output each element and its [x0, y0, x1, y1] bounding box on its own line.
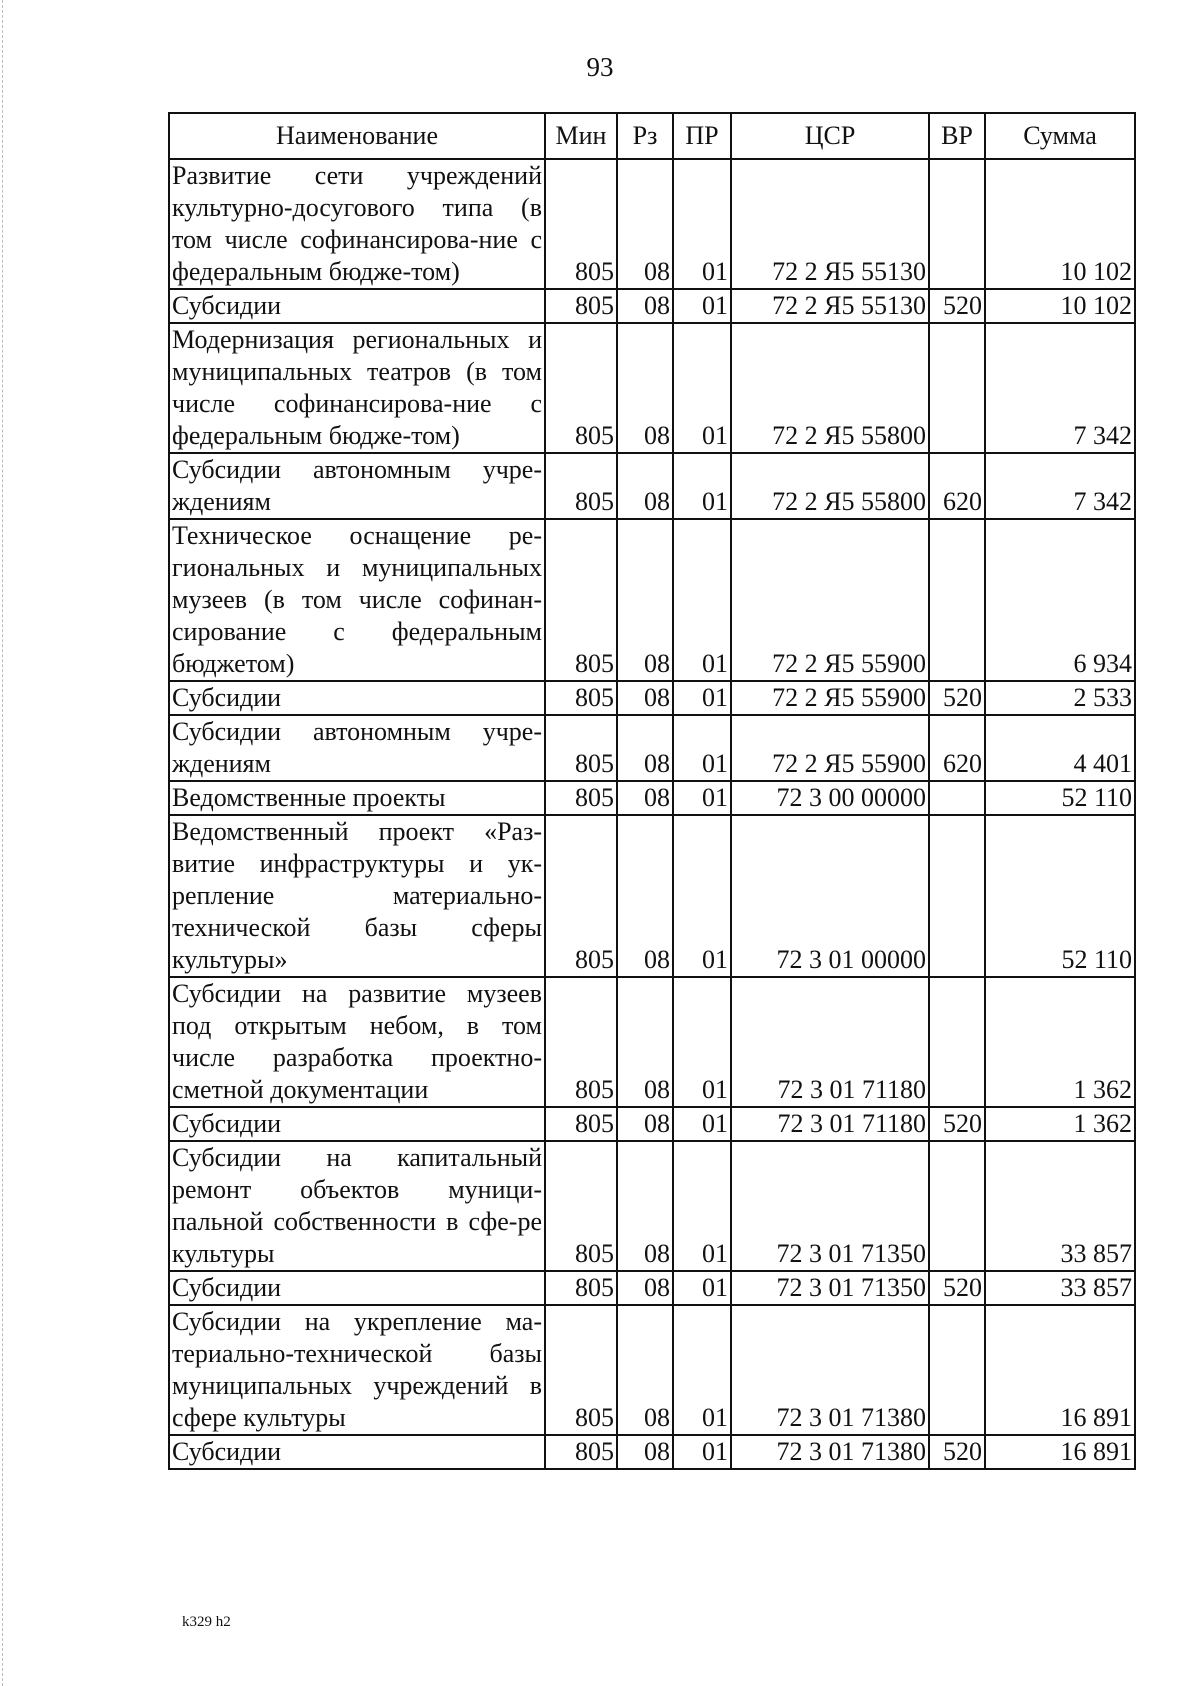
cell-pr: 01 — [673, 1305, 731, 1435]
header-sum: Сумма — [985, 113, 1135, 159]
cell-vr: 620 — [929, 715, 985, 781]
table-row — [169, 815, 1135, 977]
cell-sum: 52 110 — [985, 781, 1135, 815]
cell-rz: 08 — [617, 781, 673, 815]
cell-csr: 72 3 01 71180 — [731, 977, 929, 1107]
cell-csr: 72 2 Я5 55900 — [731, 519, 929, 681]
cell-rz: 08 — [617, 323, 673, 453]
budget-table — [168, 112, 1136, 1470]
cell-pr: 01 — [673, 781, 731, 815]
cell-vr: 520 — [929, 1435, 985, 1469]
cell-rz: 08 — [617, 1271, 673, 1305]
header-min: Мин — [545, 113, 617, 159]
cell-pr: 01 — [673, 159, 731, 289]
cell-sum: 16 891 — [985, 1435, 1135, 1469]
cell-sum: 1 362 — [985, 977, 1135, 1107]
table-row — [169, 159, 1135, 289]
footer-code: k329 h2 — [182, 1614, 231, 1630]
cell-rz: 08 — [617, 519, 673, 681]
cell-rz: 08 — [617, 159, 673, 289]
cell-min: 805 — [545, 715, 617, 781]
cell-name: Ведомственный проект «Раз-витие инфраструктуры и ук-репление материально-технической базы сферы культуры» — [169, 815, 545, 977]
cell-sum: 2 533 — [985, 681, 1135, 715]
table-row — [169, 681, 1135, 715]
cell-min: 805 — [545, 519, 617, 681]
cell-min: 805 — [545, 681, 617, 715]
cell-sum: 52 110 — [985, 815, 1135, 977]
cell-vr — [929, 519, 985, 681]
cell-pr: 01 — [673, 453, 731, 519]
cell-rz: 08 — [617, 681, 673, 715]
table-row — [169, 1107, 1135, 1141]
cell-name: Модернизация региональных и муниципальных театров (в том числе софинансирова-ние с федеральным бюдже-том) — [169, 323, 545, 453]
cell-vr — [929, 977, 985, 1107]
cell-pr: 01 — [673, 815, 731, 977]
cell-csr: 72 3 01 71350 — [731, 1271, 929, 1305]
cell-csr: 72 3 01 71180 — [731, 1107, 929, 1141]
table-row — [169, 323, 1135, 453]
cell-sum: 4 401 — [985, 715, 1135, 781]
header-vr: ВР — [929, 113, 985, 159]
cell-pr: 01 — [673, 1107, 731, 1141]
cell-name: Субсидии на укрепление ма-териально-технической базы муниципальных учреждений в сфере культуры — [169, 1305, 545, 1435]
cell-sum: 7 342 — [985, 323, 1135, 453]
header-csr: ЦСР — [731, 113, 929, 159]
cell-rz: 08 — [617, 815, 673, 977]
table-row — [169, 781, 1135, 815]
cell-pr: 01 — [673, 1271, 731, 1305]
table-row — [169, 1305, 1135, 1435]
cell-rz: 08 — [617, 977, 673, 1107]
cell-csr: 72 2 Я5 55900 — [731, 681, 929, 715]
table-row — [169, 1435, 1135, 1469]
cell-vr — [929, 815, 985, 977]
cell-sum: 6 934 — [985, 519, 1135, 681]
cell-sum: 1 362 — [985, 1107, 1135, 1141]
cell-pr: 01 — [673, 977, 731, 1107]
cell-name: Субсидии автономным учре-ждениям — [169, 715, 545, 781]
table-row — [169, 1271, 1135, 1305]
cell-vr: 520 — [929, 1107, 985, 1141]
cell-rz: 08 — [617, 1141, 673, 1271]
cell-rz: 08 — [617, 453, 673, 519]
cell-vr: 520 — [929, 681, 985, 715]
cell-csr: 72 2 Я5 55130 — [731, 289, 929, 323]
cell-csr: 72 3 01 71350 — [731, 1141, 929, 1271]
cell-name: Субсидии — [169, 289, 545, 323]
cell-vr: 520 — [929, 289, 985, 323]
cell-pr: 01 — [673, 681, 731, 715]
cell-name: Техническое оснащение ре-гиональных и муниципальных музеев (в том числе софинан-сирование с федеральным бюджетом) — [169, 519, 545, 681]
cell-pr: 01 — [673, 1141, 731, 1271]
cell-name: Развитие сети учреждений культурно-досугового типа (в том числе софинансирова-ние с федеральным бюдже-том) — [169, 159, 545, 289]
cell-csr: 72 3 01 71380 — [731, 1305, 929, 1435]
cell-name: Субсидии на развитие музеев под открытым небом, в том числе разработка проектно-сметной документации — [169, 977, 545, 1107]
cell-min: 805 — [545, 815, 617, 977]
cell-name: Субсидии — [169, 1271, 545, 1305]
cell-csr: 72 2 Я5 55900 — [731, 715, 929, 781]
cell-min: 805 — [545, 1305, 617, 1435]
page-left-edge-rule — [2, 0, 3, 1686]
cell-vr — [929, 1305, 985, 1435]
table-row — [169, 715, 1135, 781]
cell-sum: 33 857 — [985, 1141, 1135, 1271]
header-row — [169, 113, 1135, 159]
table-row — [169, 977, 1135, 1107]
cell-min: 805 — [545, 1271, 617, 1305]
cell-min: 805 — [545, 323, 617, 453]
cell-name: Субсидии — [169, 681, 545, 715]
header-name: Наименование — [169, 113, 545, 159]
cell-name: Ведомственные проекты — [169, 781, 545, 815]
cell-csr: 72 2 Я5 55800 — [731, 453, 929, 519]
cell-pr: 01 — [673, 323, 731, 453]
table-row — [169, 1141, 1135, 1271]
cell-pr: 01 — [673, 289, 731, 323]
cell-pr: 01 — [673, 519, 731, 681]
cell-sum: 16 891 — [985, 1305, 1135, 1435]
cell-name: Субсидии — [169, 1435, 545, 1469]
table-row — [169, 289, 1135, 323]
header-rz: Рз — [617, 113, 673, 159]
cell-sum: 7 342 — [985, 453, 1135, 519]
cell-min: 805 — [545, 1435, 617, 1469]
cell-rz: 08 — [617, 1305, 673, 1435]
cell-min: 805 — [545, 1107, 617, 1141]
table-header — [169, 113, 1135, 159]
cell-vr: 520 — [929, 1271, 985, 1305]
cell-sum: 10 102 — [985, 289, 1135, 323]
cell-csr: 72 2 Я5 55800 — [731, 323, 929, 453]
cell-min: 805 — [545, 781, 617, 815]
cell-name: Субсидии — [169, 1107, 545, 1141]
table-body — [169, 159, 1135, 1469]
page-number: 93 — [586, 52, 614, 82]
cell-vr — [929, 323, 985, 453]
cell-min: 805 — [545, 159, 617, 289]
cell-vr — [929, 781, 985, 815]
cell-min: 805 — [545, 289, 617, 323]
cell-sum: 33 857 — [985, 1271, 1135, 1305]
cell-name: Субсидии на капитальный ремонт объектов муници-пальной собственности в сфе-ре культуры — [169, 1141, 545, 1271]
cell-csr: 72 3 01 00000 — [731, 815, 929, 977]
cell-rz: 08 — [617, 1107, 673, 1141]
cell-name: Субсидии автономным учре-ждениям — [169, 453, 545, 519]
cell-vr — [929, 1141, 985, 1271]
cell-pr: 01 — [673, 1435, 731, 1469]
cell-csr: 72 3 00 00000 — [731, 781, 929, 815]
cell-rz: 08 — [617, 289, 673, 323]
table-row — [169, 519, 1135, 681]
cell-sum: 10 102 — [985, 159, 1135, 289]
cell-pr: 01 — [673, 715, 731, 781]
cell-csr: 72 2 Я5 55130 — [731, 159, 929, 289]
table-row — [169, 453, 1135, 519]
cell-vr: 620 — [929, 453, 985, 519]
cell-rz: 08 — [617, 715, 673, 781]
cell-min: 805 — [545, 453, 617, 519]
header-pr: ПР — [673, 113, 731, 159]
cell-vr — [929, 159, 985, 289]
cell-min: 805 — [545, 977, 617, 1107]
cell-rz: 08 — [617, 1435, 673, 1469]
cell-csr: 72 3 01 71380 — [731, 1435, 929, 1469]
cell-min: 805 — [545, 1141, 617, 1271]
